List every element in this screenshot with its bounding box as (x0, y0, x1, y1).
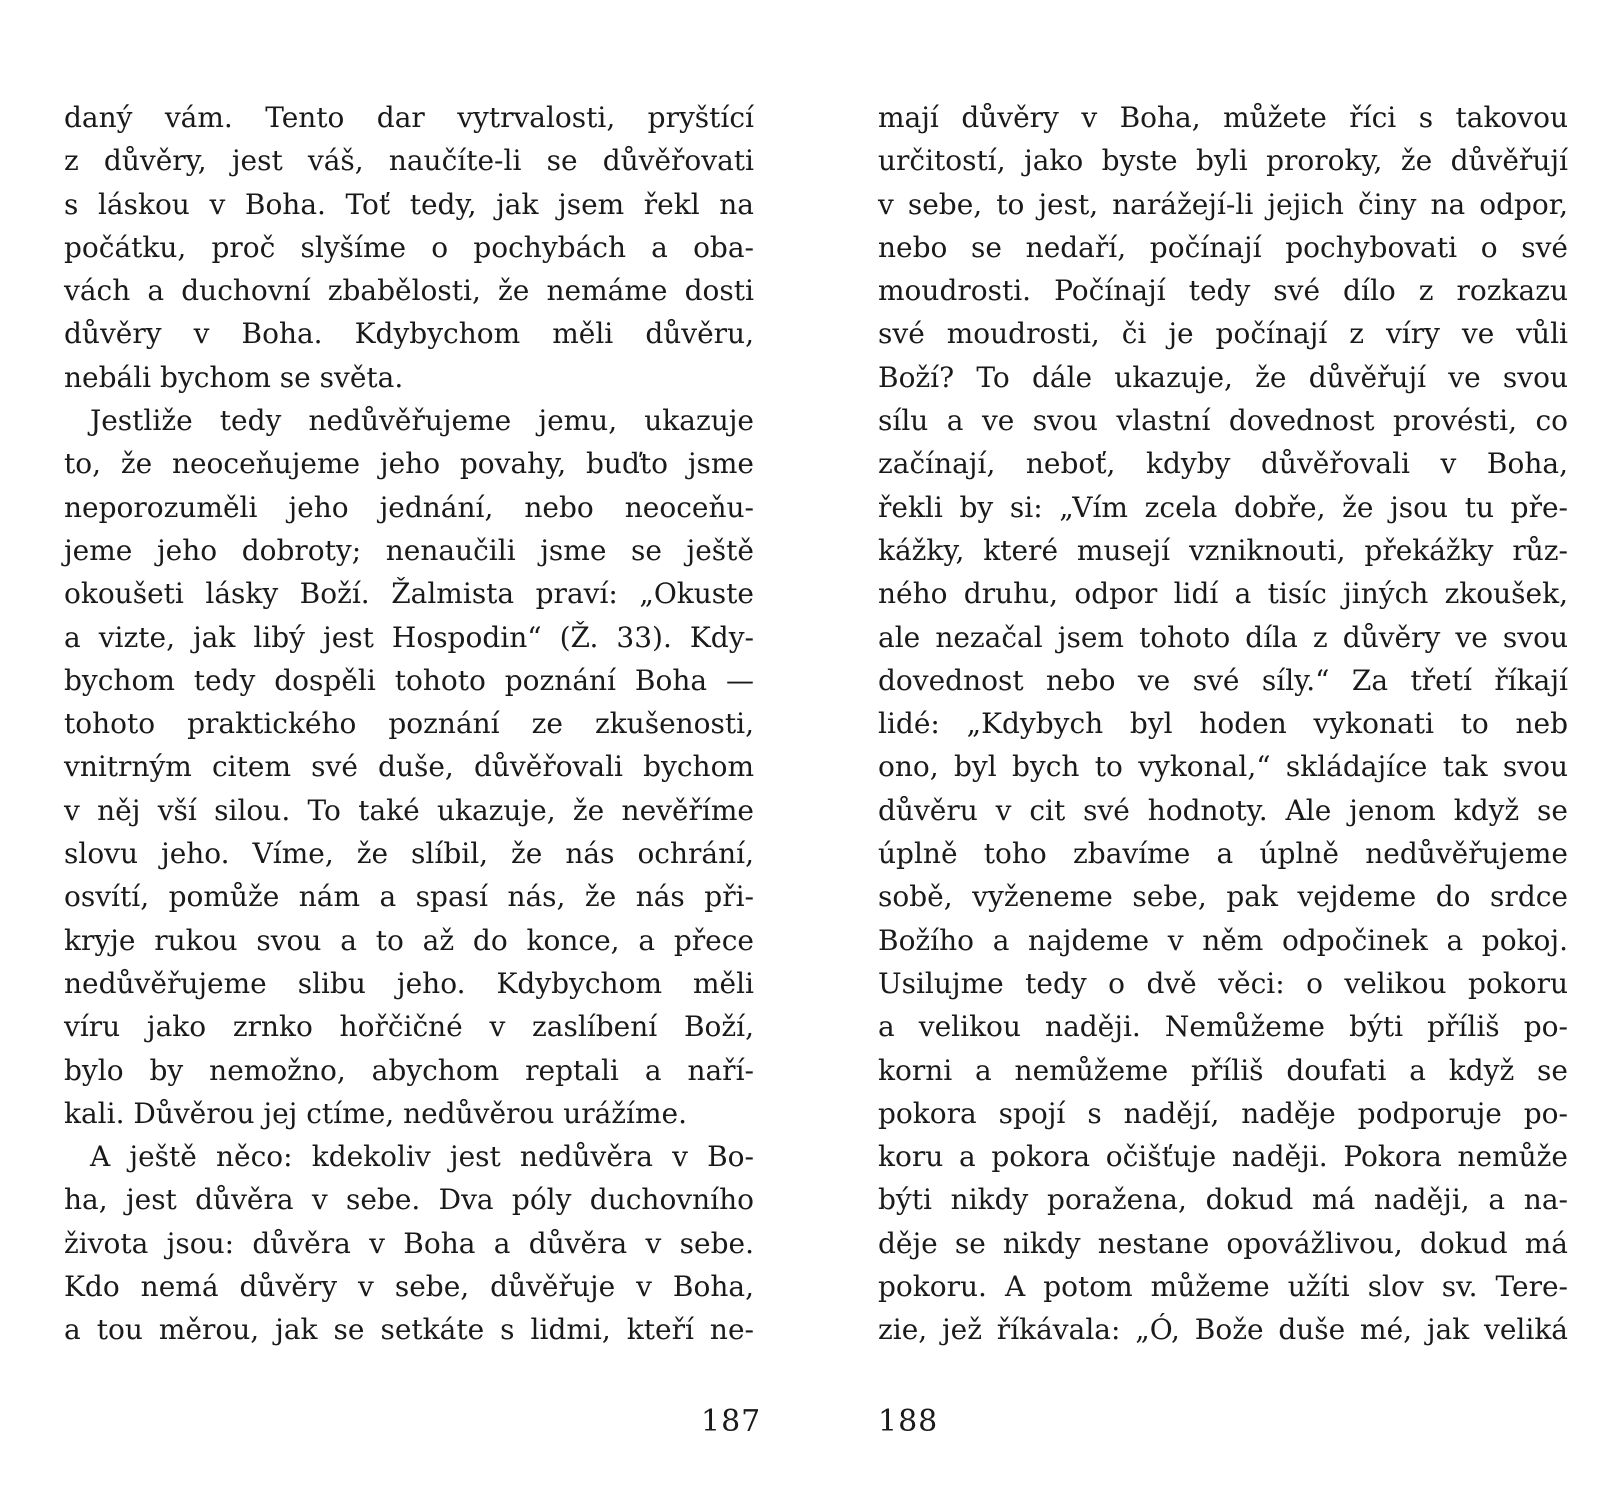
text-line: nedůvěřujeme slibu jeho. Kdybychom měli (64, 966, 754, 1000)
text-line: vách a duchovní zbabělosti, že nemáme dosti (64, 274, 754, 308)
text-line: kážky, které musejí vzniknouti, překážky růz- (878, 533, 1568, 567)
text-line: Božího a najdeme v něm odpočinek a pokoj. (878, 923, 1568, 957)
text-line: určitostí, jako byste byli proroky, že důvěřují (878, 144, 1568, 178)
text-line: své moudrosti, či je počínají z víry ve vůli (878, 317, 1568, 351)
text-line: býti nikdy poražena, dokud má naději, a na- (878, 1183, 1568, 1217)
text-line: tohoto praktického poznání ze zkušenosti, (64, 707, 754, 741)
text-line: pokora spojí s nadějí, naděje podporuje po- (878, 1096, 1568, 1130)
text-line: bychom tedy dospěli tohoto poznání Boha — (64, 663, 754, 697)
text-line: jeme jeho dobroty; nenaučili jsme se ještě (64, 533, 754, 567)
paragraph-start-line: Jestliže tedy nedůvěřujeme jemu, ukazuje (90, 404, 754, 438)
text-line: Boží? To dále ukazuje, že důvěřují ve svou (878, 360, 1568, 394)
text-line: dovednost nebo ve své síly.“ Za třetí říkají (878, 663, 1568, 697)
text-line: ono, byl bych to vykonal,“ skládajíce tak svou (878, 750, 1568, 784)
paragraph-end-line: kali. Důvěrou jej ctíme, nedůvěrou urážíme. (64, 1096, 688, 1130)
right-page (878, 96, 1568, 1352)
text-line: a velikou naději. Nemůžeme býti příliš po- (878, 1010, 1568, 1044)
text-line: nebo se nedaří, počínají pochybovati o své (878, 230, 1568, 264)
text-line: ného druhu, odpor lidí a tisíc jiných zkoušek, (878, 577, 1568, 611)
text-line: děje se nikdy nestane opovážlivou, dokud má (878, 1226, 1568, 1260)
text-line: sobě, vyženeme sebe, pak vejdeme do srdce (878, 880, 1568, 914)
paragraph-end-line: nebáli bychom se světa. (64, 360, 404, 394)
text-line: důvěry v Boha. Kdybychom měli důvěru, (64, 317, 754, 351)
text-line: začínají, neboť, kdyby důvěřovali v Boha, (878, 447, 1568, 481)
text-line: ale nezačal jsem tohoto díla z důvěry ve svou (878, 620, 1568, 654)
text-line: zie, jež říkávala: „Ó, Bože duše mé, jak veliká (878, 1313, 1568, 1347)
text-line: Usilujme tedy o dvě věci: o velikou pokoru (878, 966, 1568, 1000)
text-line: života jsou: důvěra v Boha a důvěra v sebe. (64, 1226, 754, 1260)
text-line: lidé: „Kdybych byl hoden vykonati to neb (878, 707, 1568, 741)
page-number-right: 188 (878, 1404, 939, 1439)
left-page (64, 96, 754, 1352)
text-line: mají důvěry v Boha, můžete říci s takovou (878, 101, 1568, 134)
text-line: bylo by nemožno, abychom reptali a naří- (64, 1053, 754, 1087)
text-line: korni a nemůžeme příliš doufati a když se (878, 1053, 1568, 1087)
text-line: víru jako zrnko hořčičné v zaslíbení Boží, (64, 1010, 754, 1044)
text-line: vnitrným citem své duše, důvěřovali bychom (64, 750, 754, 784)
text-line: Kdo nemá důvěry v sebe, důvěřuje v Boha, (64, 1270, 754, 1304)
text-line: úplně toho zbavíme a úplně nedůvěřujeme (878, 837, 1568, 871)
text-line: koru a pokora očišťuje naději. Pokora nemůže (878, 1140, 1568, 1174)
text-line: slovu jeho. Víme, že slíbil, že nás ochrání, (64, 837, 754, 871)
text-line: okoušeti lásky Boží. Žalmista praví: „Okuste (64, 577, 754, 611)
text-line: počátku, proč slyšíme o pochybách a oba- (64, 230, 754, 264)
text-line: sílu a ve svou vlastní dovednost provésti, co (878, 404, 1568, 438)
text-line: důvěru v cit své hodnoty. Ale jenom když se (878, 793, 1568, 827)
text-line: ha, jest důvěra v sebe. Dva póly duchovního (64, 1183, 754, 1217)
text-line: daný vám. Tento dar vytrvalosti, pryštící (64, 101, 754, 134)
text-line: z důvěry, jest váš, naučíte-li se důvěřovati (64, 144, 754, 178)
text-line: osvítí, pomůže nám a spasí nás, že nás při- (64, 880, 754, 914)
text-line: řekli by si: „Vím zcela dobře, že jsou tu pře- (878, 490, 1568, 524)
text-line: v něj vší silou. To také ukazuje, že nevěříme (64, 793, 754, 827)
text-line: to, že neoceňujeme jeho povahy, buďto jsme (64, 447, 754, 481)
text-line: neporozuměli jeho jednání, nebo neoceňu- (64, 490, 754, 524)
page-number-left: 187 (701, 1404, 762, 1439)
text-line: s láskou v Boha. Toť tedy, jak jsem řekl na (64, 187, 754, 221)
text-line: a vizte, jak libý jest Hospodin“ (Ž. 33). Kdy- (64, 620, 754, 654)
text-line: moudrosti. Počínají tedy své dílo z rozkazu (878, 274, 1568, 308)
text-line: v sebe, to jest, narážejí-li jejich činy na odpor, (878, 187, 1568, 221)
text-line: pokoru. A potom můžeme užíti slov sv. Tere- (878, 1270, 1568, 1304)
paragraph-start-line: A ještě něco: kdekoliv jest nedůvěra v Bo- (90, 1140, 754, 1174)
text-line: kryje rukou svou a to až do konce, a přece (64, 923, 754, 957)
text-line: a tou měrou, jak se setkáte s lidmi, kteří ne- (64, 1313, 754, 1347)
